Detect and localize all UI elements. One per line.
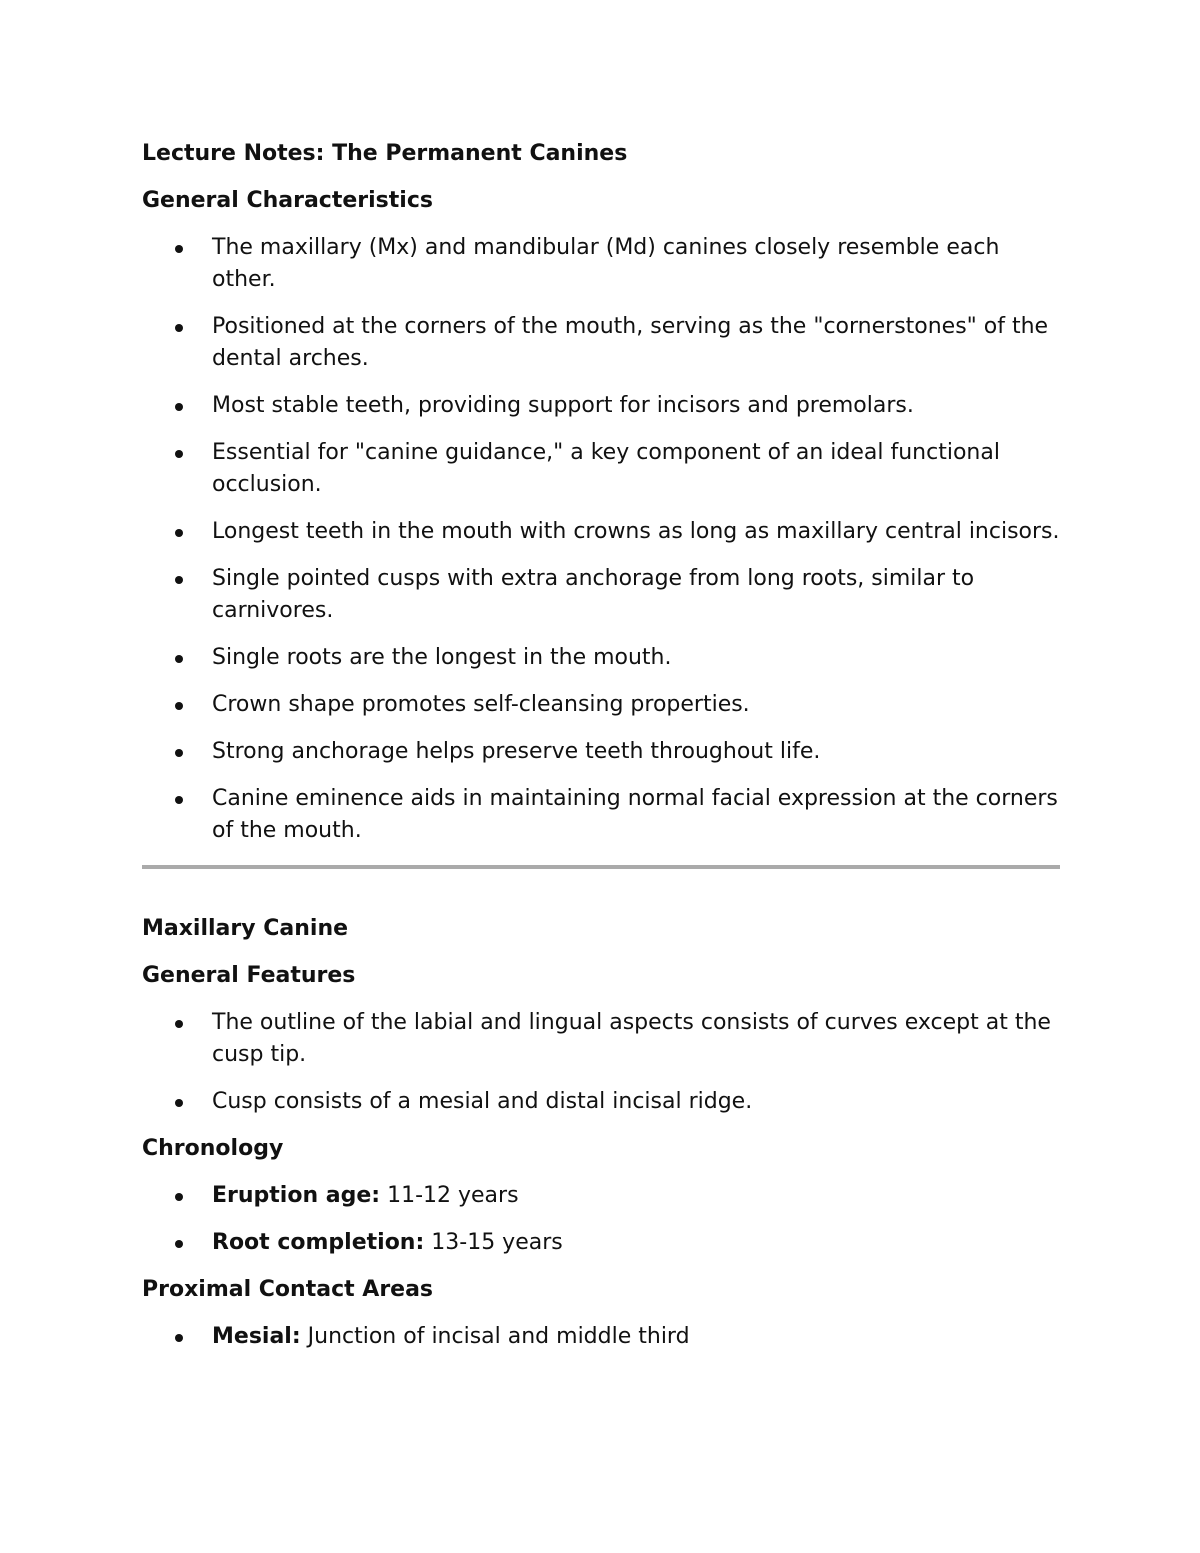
horizontal-divider — [142, 865, 1060, 869]
bullet-icon — [175, 576, 183, 584]
bullet-icon — [175, 324, 183, 332]
list-item-text: Crown shape promotes self-cleansing properties. — [212, 692, 750, 717]
general-features-list — [142, 1007, 1060, 1118]
list-item-text: Longest teeth in the mouth with crowns as long as maxillary central incisors. — [212, 519, 1060, 544]
list-item — [142, 1180, 1060, 1212]
bullet-icon — [175, 1020, 183, 1028]
bullet-icon — [175, 529, 183, 537]
list-item-text: Strong anchorage helps preserve teeth throughout life. — [212, 739, 821, 764]
list-item — [142, 390, 1060, 422]
bullet-icon — [175, 1099, 183, 1107]
bullet-icon — [175, 749, 183, 757]
bullet-icon — [175, 1334, 183, 1342]
term-label: Mesial: — [212, 1324, 301, 1349]
section-heading-general-characteristics: General Characteristics — [142, 188, 433, 213]
list-item — [142, 1227, 1060, 1259]
bullet-icon — [175, 796, 183, 804]
list-item-text: Single pointed cusps with extra anchorage from long roots, similar to carnivores. — [212, 566, 975, 623]
list-item-text: Single roots are the longest in the mouth. — [212, 645, 672, 670]
list-item — [142, 736, 1060, 768]
list-item-text: The maxillary (Mx) and mandibular (Md) canines closely resemble each other. — [212, 235, 1000, 292]
list-item — [142, 311, 1060, 375]
list-item-text: The outline of the labial and lingual aspects consists of curves except at the cusp tip. — [212, 1010, 1051, 1067]
list-item — [142, 232, 1060, 296]
general-characteristics-list — [142, 232, 1060, 847]
list-item-text: Essential for "canine guidance," a key component of an ideal functional occlusion. — [212, 440, 1000, 497]
section-heading-maxillary-canine: Maxillary Canine — [142, 916, 349, 941]
bullet-icon — [175, 1193, 183, 1201]
list-item — [142, 437, 1060, 501]
bullet-icon — [175, 403, 183, 411]
list-item-text: Most stable teeth, providing support for incisors and premolars. — [212, 393, 914, 418]
list-item — [142, 783, 1060, 847]
bullet-icon — [175, 655, 183, 663]
list-item — [142, 516, 1060, 548]
list-item — [142, 689, 1060, 721]
bullet-icon — [175, 450, 183, 458]
proximal-contact-list — [142, 1321, 1060, 1353]
term-label: Eruption age: — [212, 1183, 381, 1208]
subheading-chronology: Chronology — [142, 1136, 284, 1161]
term-value: 11-12 years — [380, 1183, 519, 1208]
list-item-text: Canine eminence aids in maintaining normal facial expression at the corners of the mouth. — [212, 786, 1058, 843]
list-item — [142, 563, 1060, 627]
term-value: 13-15 years — [424, 1230, 563, 1255]
term-value: Junction of incisal and middle third — [300, 1324, 690, 1349]
chronology-list — [142, 1180, 1060, 1259]
bullet-icon — [175, 245, 183, 253]
term-label: Root completion: — [212, 1230, 425, 1255]
document-title: Lecture Notes: The Permanent Canines — [142, 141, 628, 166]
subheading-proximal-contact-areas: Proximal Contact Areas — [142, 1277, 434, 1302]
bullet-icon — [175, 702, 183, 710]
list-item — [142, 1321, 1060, 1353]
list-item — [142, 642, 1060, 674]
document-page — [142, 138, 1060, 1368]
subheading-general-features: General Features — [142, 963, 356, 988]
list-item — [142, 1086, 1060, 1118]
bullet-icon — [175, 1240, 183, 1248]
list-item-text: Positioned at the corners of the mouth, serving as the "cornerstones" of the dental arches. — [212, 314, 1049, 371]
list-item-text: Cusp consists of a mesial and distal incisal ridge. — [212, 1089, 753, 1114]
list-item — [142, 1007, 1060, 1071]
